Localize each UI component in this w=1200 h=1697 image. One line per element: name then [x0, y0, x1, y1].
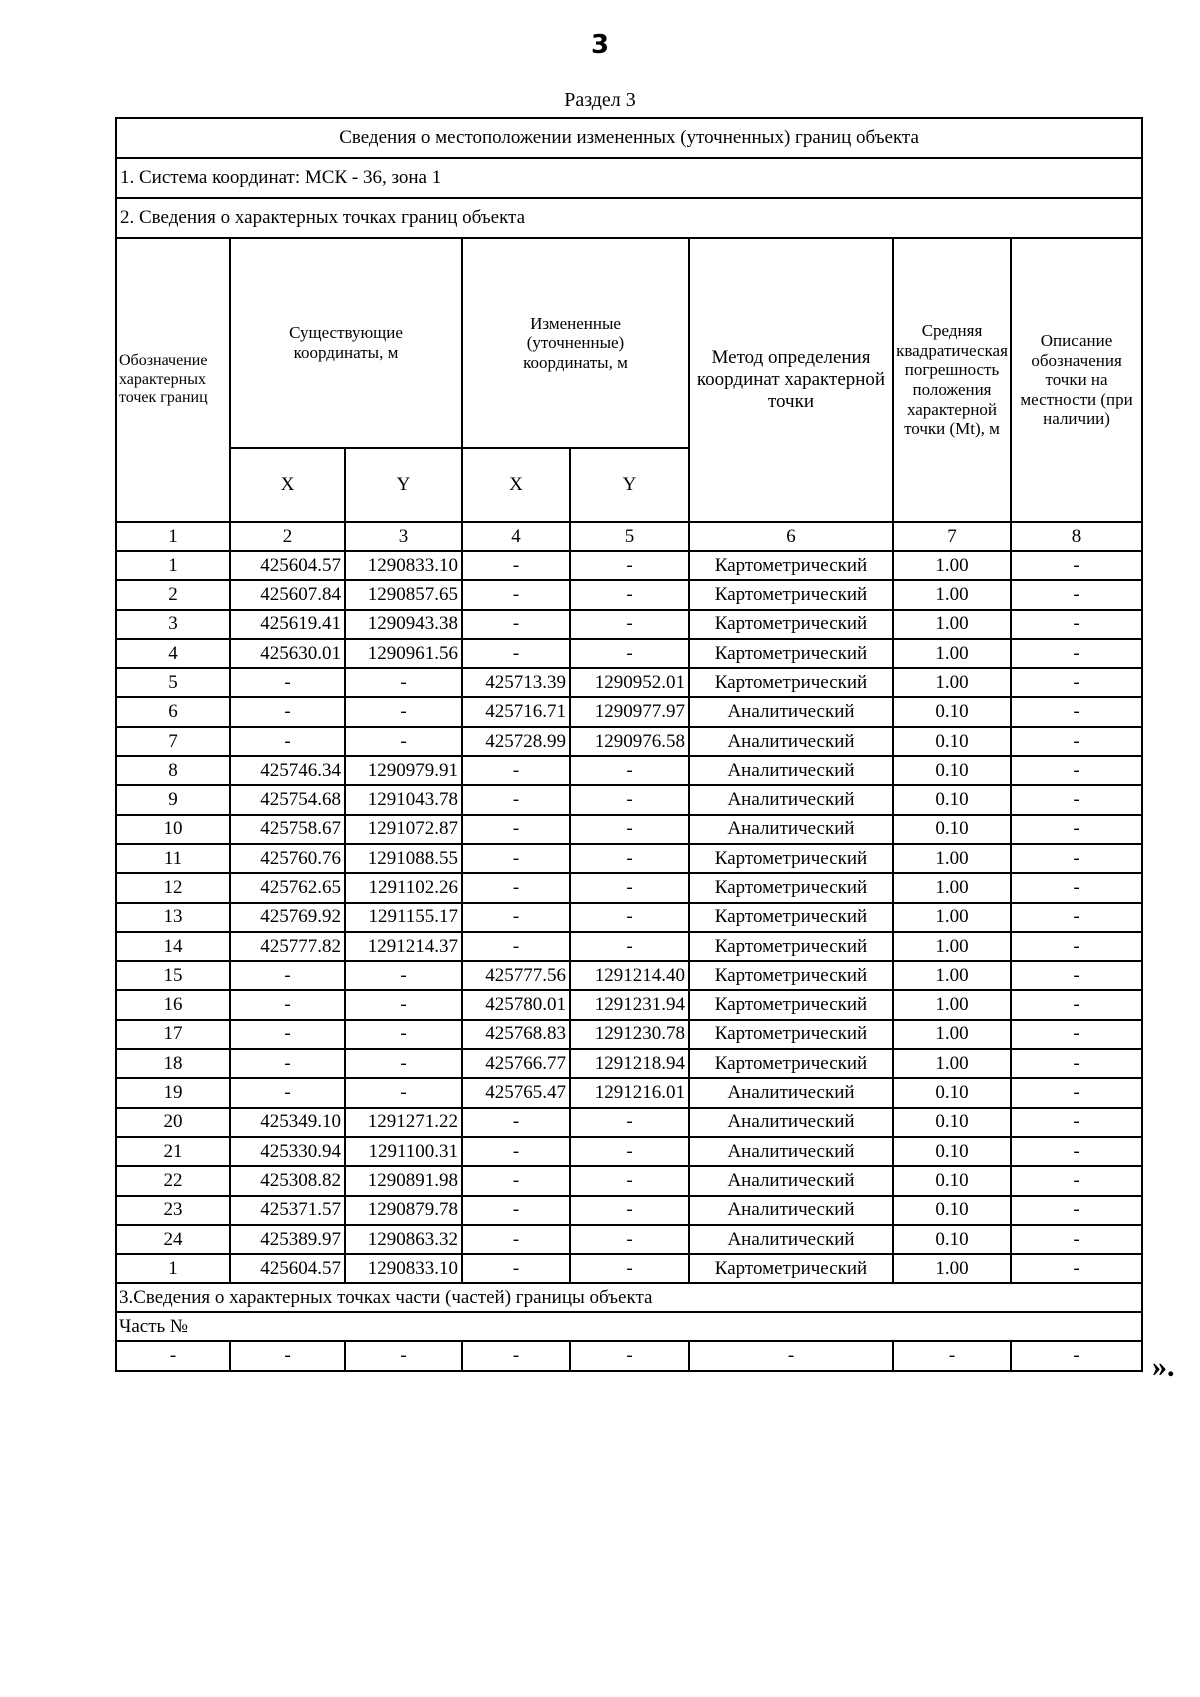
cell-changed-x: -: [462, 639, 570, 668]
cell-changed-x: 425780.01: [462, 990, 570, 1019]
cell-changed-x: 425728.99: [462, 727, 570, 756]
cell-point-id: 9: [116, 785, 230, 814]
cell-point-id: 19: [116, 1078, 230, 1107]
table-row: [116, 639, 1142, 668]
table-row: [116, 1225, 1142, 1254]
cell-changed-x: -: [462, 1108, 570, 1137]
cell-changed-y: -: [570, 1108, 689, 1137]
cell-existing-y: 1290879.78: [345, 1196, 462, 1225]
cell-changed-x: -: [462, 785, 570, 814]
cell-changed-x: -: [462, 610, 570, 639]
cell-point-id: 18: [116, 1049, 230, 1078]
cell-mean-square-error: 1.00: [893, 580, 1011, 609]
cell-changed-y: -: [570, 610, 689, 639]
cell-existing-y: 1291102.26: [345, 873, 462, 902]
cell-mean-square-error: 0.10: [893, 1108, 1011, 1137]
header-changed-y: Y: [570, 448, 689, 522]
cell-mean-square-error: 1.00: [893, 1049, 1011, 1078]
page-number: 3: [590, 30, 610, 60]
cell-existing-x: -: [230, 990, 345, 1019]
cell-point-id: 1: [116, 551, 230, 580]
table-row: [116, 551, 1142, 580]
table-row: [116, 873, 1142, 902]
cell-changed-y: -: [570, 1225, 689, 1254]
cell-changed-y: -: [570, 815, 689, 844]
cell-point-id: 5: [116, 668, 230, 697]
cell-mean-square-error: 1.00: [893, 551, 1011, 580]
points-heading: 2. Сведения о характерных точках границ объекта: [116, 198, 1142, 238]
cell-existing-y: 1290943.38: [345, 610, 462, 639]
column-number: 7: [893, 522, 1011, 551]
cell-description: -: [1011, 697, 1142, 726]
cell-changed-x: 425766.77: [462, 1049, 570, 1078]
cell-method: Картометрический: [689, 668, 893, 697]
cell-existing-x: -: [230, 1020, 345, 1049]
header-changed-coordinates: Измененные (уточненные) координаты, м: [462, 238, 689, 448]
cell-mean-square-error: 1.00: [893, 668, 1011, 697]
table-row: [116, 932, 1142, 961]
cell-changed-y: -: [570, 1166, 689, 1195]
cell-method: Картометрический: [689, 610, 893, 639]
column-number: 6: [689, 522, 893, 551]
cell-changed-y: -: [570, 1196, 689, 1225]
part-cell: -: [345, 1341, 462, 1370]
cell-existing-y: -: [345, 697, 462, 726]
cell-changed-x: -: [462, 903, 570, 932]
cell-existing-y: 1291100.31: [345, 1137, 462, 1166]
cell-existing-y: -: [345, 961, 462, 990]
table-row: [116, 815, 1142, 844]
cell-existing-y: 1290891.98: [345, 1166, 462, 1195]
cell-existing-x: -: [230, 727, 345, 756]
cell-method: Аналитический: [689, 1137, 893, 1166]
cell-changed-y: -: [570, 873, 689, 902]
cell-point-id: 14: [116, 932, 230, 961]
cell-changed-x: -: [462, 756, 570, 785]
cell-mean-square-error: 0.10: [893, 727, 1011, 756]
cell-point-id: 11: [116, 844, 230, 873]
cell-point-id: 3: [116, 610, 230, 639]
table-row: [116, 1020, 1142, 1049]
cell-description: -: [1011, 844, 1142, 873]
cell-existing-x: 425760.76: [230, 844, 345, 873]
header-mean-square-error: Средняя квадратическая погрешность положения характерной точки (Mt), м: [893, 238, 1011, 522]
cell-existing-y: -: [345, 990, 462, 1019]
table-row: [116, 697, 1142, 726]
cell-point-id: 21: [116, 1137, 230, 1166]
header-description: Описание обозначения точки на местности (при наличии): [1011, 238, 1142, 522]
cell-changed-y: 1291218.94: [570, 1049, 689, 1078]
cell-point-id: 4: [116, 639, 230, 668]
cell-existing-y: -: [345, 1078, 462, 1107]
cell-mean-square-error: 1.00: [893, 873, 1011, 902]
table-row: [116, 756, 1142, 785]
cell-changed-x: -: [462, 551, 570, 580]
cell-description: -: [1011, 873, 1142, 902]
cell-changed-x: 425713.39: [462, 668, 570, 697]
cell-mean-square-error: 1.00: [893, 932, 1011, 961]
cell-point-id: 1: [116, 1254, 230, 1283]
cell-description: -: [1011, 932, 1142, 961]
table-title: Сведения о местоположении измененных (уточненных) границ объекта: [116, 118, 1142, 158]
cell-point-id: 16: [116, 990, 230, 1019]
cell-method: Аналитический: [689, 1225, 893, 1254]
cell-mean-square-error: 1.00: [893, 639, 1011, 668]
cell-changed-y: 1291230.78: [570, 1020, 689, 1049]
cell-existing-x: 425762.65: [230, 873, 345, 902]
cell-method: Картометрический: [689, 903, 893, 932]
cell-method: Картометрический: [689, 844, 893, 873]
cell-description: -: [1011, 1166, 1142, 1195]
cell-existing-x: 425619.41: [230, 610, 345, 639]
cell-changed-x: -: [462, 815, 570, 844]
cell-mean-square-error: 1.00: [893, 990, 1011, 1019]
cell-description: -: [1011, 1196, 1142, 1225]
cell-description: -: [1011, 785, 1142, 814]
cell-point-id: 17: [116, 1020, 230, 1049]
cell-existing-y: 1290863.32: [345, 1225, 462, 1254]
column-number: 3: [345, 522, 462, 551]
cell-point-id: 2: [116, 580, 230, 609]
table-row: [116, 1137, 1142, 1166]
cell-existing-y: 1290857.65: [345, 580, 462, 609]
cell-changed-x: -: [462, 1137, 570, 1166]
cell-mean-square-error: 0.10: [893, 1166, 1011, 1195]
cell-existing-y: 1291271.22: [345, 1108, 462, 1137]
cell-point-id: 13: [116, 903, 230, 932]
cell-description: -: [1011, 756, 1142, 785]
cell-mean-square-error: 0.10: [893, 697, 1011, 726]
cell-method: Картометрический: [689, 873, 893, 902]
table-row: [116, 990, 1142, 1019]
cell-existing-x: 425330.94: [230, 1137, 345, 1166]
cell-changed-y: 1291216.01: [570, 1078, 689, 1107]
cell-mean-square-error: 1.00: [893, 961, 1011, 990]
cell-method: Картометрический: [689, 961, 893, 990]
part-cell: -: [570, 1341, 689, 1370]
cell-changed-y: -: [570, 639, 689, 668]
cell-existing-x: 425604.57: [230, 551, 345, 580]
header-method: Метод определения координат характерной точки: [689, 238, 893, 522]
cell-method: Аналитический: [689, 815, 893, 844]
cell-mean-square-error: 1.00: [893, 903, 1011, 932]
cell-point-id: 8: [116, 756, 230, 785]
cell-changed-y: 1290976.58: [570, 727, 689, 756]
cell-changed-y: -: [570, 1137, 689, 1166]
cell-method: Аналитический: [689, 727, 893, 756]
cell-changed-y: -: [570, 551, 689, 580]
cell-description: -: [1011, 1108, 1142, 1137]
table-row: [116, 844, 1142, 873]
cell-existing-x: 425349.10: [230, 1108, 345, 1137]
cell-existing-x: 425630.01: [230, 639, 345, 668]
cell-existing-y: 1291214.37: [345, 932, 462, 961]
cell-mean-square-error: 1.00: [893, 1254, 1011, 1283]
cell-existing-y: 1290961.56: [345, 639, 462, 668]
boundary-points-table: [115, 117, 1143, 1372]
cell-method: Аналитический: [689, 1108, 893, 1137]
cell-existing-x: 425607.84: [230, 580, 345, 609]
cell-changed-y: 1291214.40: [570, 961, 689, 990]
cell-existing-y: 1291155.17: [345, 903, 462, 932]
cell-changed-y: -: [570, 844, 689, 873]
cell-mean-square-error: 0.10: [893, 1225, 1011, 1254]
header-existing-x: X: [230, 448, 345, 522]
part-cell: -: [689, 1341, 893, 1370]
column-number: 8: [1011, 522, 1142, 551]
table-row: [116, 1166, 1142, 1195]
cell-description: -: [1011, 1254, 1142, 1283]
cell-method: Картометрический: [689, 639, 893, 668]
cell-existing-x: 425754.68: [230, 785, 345, 814]
cell-changed-x: 425765.47: [462, 1078, 570, 1107]
cell-description: -: [1011, 580, 1142, 609]
part-cell: -: [1011, 1341, 1142, 1370]
cell-existing-y: -: [345, 668, 462, 697]
cell-description: -: [1011, 815, 1142, 844]
table-row: [116, 1049, 1142, 1078]
cell-description: -: [1011, 903, 1142, 932]
cell-mean-square-error: 0.10: [893, 815, 1011, 844]
cell-changed-x: 425777.56: [462, 961, 570, 990]
cell-method: Аналитический: [689, 1078, 893, 1107]
part-cell: -: [230, 1341, 345, 1370]
cell-changed-y: 1291231.94: [570, 990, 689, 1019]
cell-existing-y: 1290979.91: [345, 756, 462, 785]
cell-changed-x: -: [462, 1196, 570, 1225]
cell-existing-x: -: [230, 1078, 345, 1107]
cell-changed-y: -: [570, 1254, 689, 1283]
cell-changed-x: -: [462, 580, 570, 609]
cell-point-id: 6: [116, 697, 230, 726]
cell-changed-y: 1290952.01: [570, 668, 689, 697]
cell-mean-square-error: 1.00: [893, 844, 1011, 873]
cell-method: Картометрический: [689, 551, 893, 580]
cell-point-id: 10: [116, 815, 230, 844]
cell-point-id: 24: [116, 1225, 230, 1254]
cell-changed-x: -: [462, 1166, 570, 1195]
cell-changed-y: -: [570, 903, 689, 932]
section-label: Раздел 3: [564, 89, 636, 111]
cell-method: Аналитический: [689, 785, 893, 814]
header-changed-x: X: [462, 448, 570, 522]
cell-description: -: [1011, 1049, 1142, 1078]
cell-description: -: [1011, 1078, 1142, 1107]
table-row: [116, 961, 1142, 990]
cell-changed-x: -: [462, 873, 570, 902]
cell-existing-y: 1291043.78: [345, 785, 462, 814]
column-number: 5: [570, 522, 689, 551]
cell-point-id: 20: [116, 1108, 230, 1137]
cell-method: Картометрический: [689, 1254, 893, 1283]
cell-changed-x: -: [462, 1254, 570, 1283]
cell-mean-square-error: 0.10: [893, 756, 1011, 785]
cell-changed-x: 425768.83: [462, 1020, 570, 1049]
cell-existing-y: 1290833.10: [345, 1254, 462, 1283]
part-cell: -: [893, 1341, 1011, 1370]
cell-existing-x: -: [230, 668, 345, 697]
cell-method: Картометрический: [689, 580, 893, 609]
cell-description: -: [1011, 727, 1142, 756]
cell-mean-square-error: 1.00: [893, 1020, 1011, 1049]
cell-point-id: 22: [116, 1166, 230, 1195]
cell-existing-y: -: [345, 1049, 462, 1078]
cell-method: Аналитический: [689, 756, 893, 785]
column-number: 1: [116, 522, 230, 551]
part-label: Часть №: [116, 1312, 1142, 1341]
closing-quote-mark: ».: [1152, 1350, 1175, 1383]
part-cell: -: [116, 1341, 230, 1370]
cell-mean-square-error: 0.10: [893, 1196, 1011, 1225]
cell-existing-x: 425758.67: [230, 815, 345, 844]
cell-changed-y: -: [570, 756, 689, 785]
table-row: [116, 1078, 1142, 1107]
cell-point-id: 15: [116, 961, 230, 990]
cell-mean-square-error: 1.00: [893, 610, 1011, 639]
cell-method: Картометрический: [689, 932, 893, 961]
cell-changed-y: -: [570, 932, 689, 961]
cell-description: -: [1011, 551, 1142, 580]
cell-method: Аналитический: [689, 697, 893, 726]
cell-point-id: 7: [116, 727, 230, 756]
cell-existing-x: 425308.82: [230, 1166, 345, 1195]
cell-changed-x: -: [462, 1225, 570, 1254]
cell-existing-x: 425746.34: [230, 756, 345, 785]
cell-method: Аналитический: [689, 1166, 893, 1195]
cell-mean-square-error: 0.10: [893, 1078, 1011, 1107]
cell-description: -: [1011, 668, 1142, 697]
cell-existing-y: 1290833.10: [345, 551, 462, 580]
cell-description: -: [1011, 1225, 1142, 1254]
cell-existing-x: -: [230, 697, 345, 726]
cell-method: Картометрический: [689, 1020, 893, 1049]
table-row: [116, 1196, 1142, 1225]
cell-method: Картометрический: [689, 990, 893, 1019]
cell-existing-x: 425389.97: [230, 1225, 345, 1254]
column-number: 4: [462, 522, 570, 551]
cell-existing-y: -: [345, 1020, 462, 1049]
cell-description: -: [1011, 961, 1142, 990]
cell-description: -: [1011, 1020, 1142, 1049]
coordinate-system: 1. Система координат: МСК - 36, зона 1: [116, 158, 1142, 198]
cell-changed-y: 1290977.97: [570, 697, 689, 726]
cell-description: -: [1011, 639, 1142, 668]
cell-existing-x: 425371.57: [230, 1196, 345, 1225]
cell-mean-square-error: 0.10: [893, 1137, 1011, 1166]
header-designation: Обозначение характерных точек границ: [116, 238, 230, 522]
cell-changed-x: -: [462, 932, 570, 961]
cell-point-id: 12: [116, 873, 230, 902]
header-existing-coordinates: Существующие координаты, м: [230, 238, 462, 448]
cell-existing-y: -: [345, 727, 462, 756]
part-cell: -: [462, 1341, 570, 1370]
cell-description: -: [1011, 990, 1142, 1019]
header-existing-y: Y: [345, 448, 462, 522]
cell-existing-x: -: [230, 1049, 345, 1078]
parts-heading: 3.Сведения о характерных точках части (частей) границы объекта: [116, 1283, 1142, 1312]
table-row: [116, 727, 1142, 756]
table-row: [116, 1254, 1142, 1283]
cell-existing-y: 1291072.87: [345, 815, 462, 844]
cell-changed-y: -: [570, 580, 689, 609]
table-row: [116, 580, 1142, 609]
cell-existing-x: 425604.57: [230, 1254, 345, 1283]
cell-existing-y: 1291088.55: [345, 844, 462, 873]
table-row: [116, 785, 1142, 814]
table-row: [116, 903, 1142, 932]
part-table-row: [116, 1341, 1142, 1370]
cell-method: Картометрический: [689, 1049, 893, 1078]
cell-method: Аналитический: [689, 1196, 893, 1225]
cell-changed-x: -: [462, 844, 570, 873]
cell-existing-x: 425769.92: [230, 903, 345, 932]
cell-changed-x: 425716.71: [462, 697, 570, 726]
table-row: [116, 1108, 1142, 1137]
cell-existing-x: 425777.82: [230, 932, 345, 961]
table-row: [116, 610, 1142, 639]
cell-existing-x: -: [230, 961, 345, 990]
table-row: [116, 668, 1142, 697]
cell-mean-square-error: 0.10: [893, 785, 1011, 814]
cell-description: -: [1011, 1137, 1142, 1166]
cell-description: -: [1011, 610, 1142, 639]
cell-point-id: 23: [116, 1196, 230, 1225]
cell-changed-y: -: [570, 785, 689, 814]
column-number: 2: [230, 522, 345, 551]
